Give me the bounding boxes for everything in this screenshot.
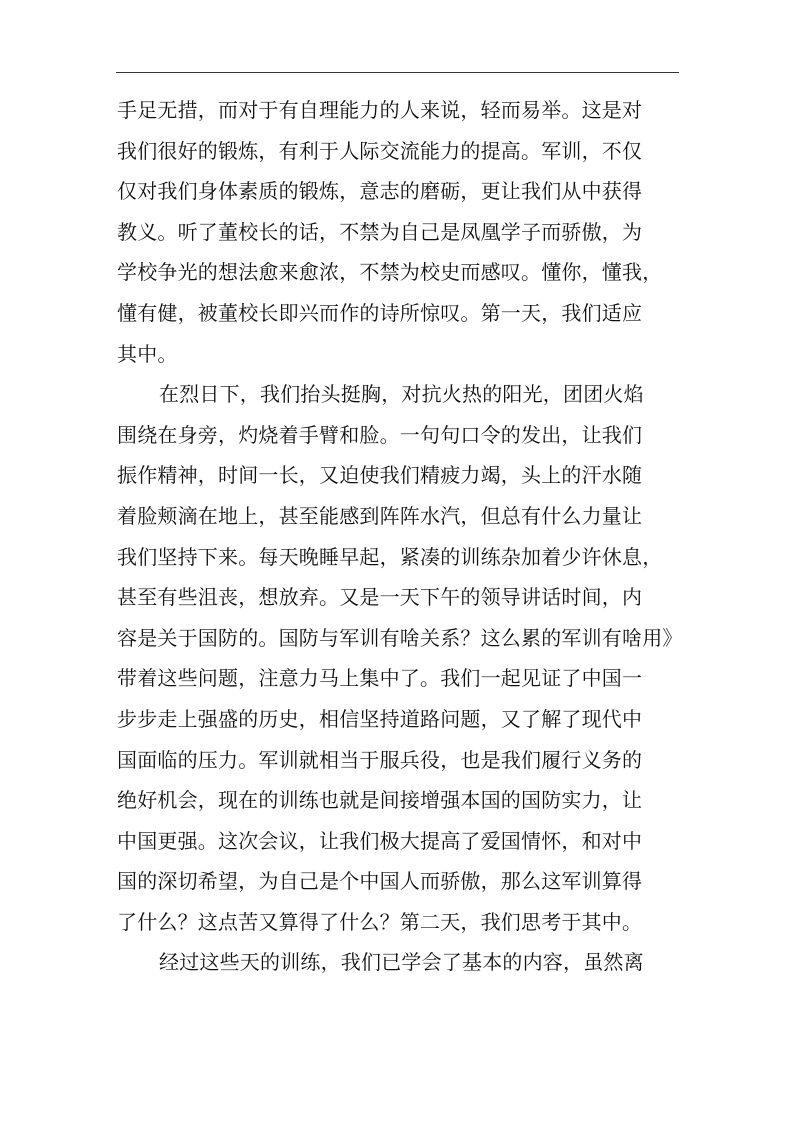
text-line: 着脸颊滴在地上，甚至能感到阵阵水汽，但总有什么力量让 — [117, 503, 643, 528]
text-line: 步步走上强盛的历史，相信坚持道路问题，又了解了现代中 — [117, 706, 643, 731]
text-line: 围绕在身旁，灼烧着手臂和脸。一句句口令的发出，让我们 — [117, 422, 643, 447]
paragraph-first-line: 经过这些天的训练，我们已学会了基本的内容，虽然离 — [159, 950, 644, 975]
header-rule — [116, 72, 679, 73]
text-line: 绝好机会，现在的训练也就是间接增强本国的国防实力，让 — [117, 788, 643, 813]
paragraph-first-line: 在烈日下，我们抬头挺胸，对抗火热的阳光，团团火焰 — [159, 382, 644, 407]
text-line: 甚至有些沮丧，想放弃。又是一天下午的领导讲话时间，内 — [117, 585, 643, 610]
text-line: 中国更强。这次会议，让我们极大提高了爱国情怀，和对中 — [117, 828, 643, 853]
text-line: 教义。听了董校长的话，不禁为自己是凤凰学子而骄傲，为 — [117, 219, 643, 244]
document-body — [117, 90, 687, 983]
text-line: 国面临的压力。军训就相当于服兵役，也是我们履行义务的 — [117, 747, 643, 772]
text-line: 懂有健，被董校长即兴而作的诗所惊叹。第一天，我们适应 — [117, 300, 643, 325]
text-line: 国的深切希望，为自己是个中国人而骄傲，那么这军训算得 — [117, 869, 643, 894]
text-line: 我们很好的锻炼，有利于人际交流能力的提高。军训，不仅 — [117, 138, 643, 163]
text-line: 仅对我们身体素质的锻炼，意志的磨砺，更让我们从中获得 — [117, 179, 643, 204]
text-line: 带着这些问题，注意力马上集中了。我们一起见证了中国一 — [117, 666, 643, 691]
text-line: 学校争光的想法愈来愈浓，不禁为校史而感叹。懂你，懂我， — [117, 260, 663, 285]
text-line: 其中。 — [117, 341, 178, 366]
text-line: 了什么？这点苦又算得了什么？第二天，我们思考于其中。 — [117, 909, 643, 934]
text-line: 振作精神，时间一长，又迫使我们精疲力竭，头上的汗水随 — [117, 463, 643, 488]
text-line: 容是关于国防的。国防与军训有啥关系？这么累的军训有啥用》 — [117, 625, 683, 650]
text-line: 手足无措，而对于有自理能力的人来说，轻而易举。这是对 — [117, 98, 643, 122]
text-line: 我们坚持下来。每天晚睡早起，紧凑的训练杂加着少许休息， — [117, 544, 663, 569]
